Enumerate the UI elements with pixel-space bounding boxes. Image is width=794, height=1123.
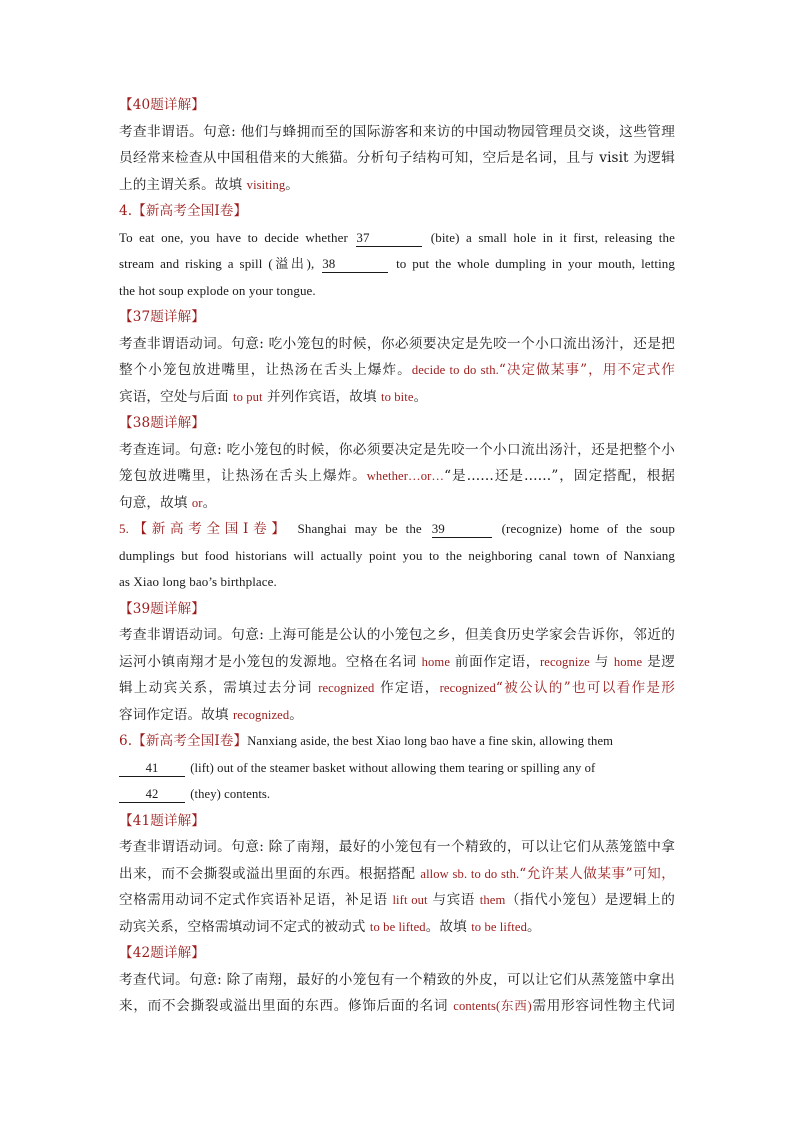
- heading-40: 【40题详解】: [119, 97, 205, 113]
- paragraph-38-line-2: 笼包放进嘴里，让热汤在舌头上爆炸。whether…or…“是……还是……”，固定搭配，根据: [119, 468, 675, 484]
- paragraph-37-line-1: 考查非谓语动词。句意: 吃小笼包的时候，你必须要决定是先咬一个小口流出汤汁，还是把: [119, 335, 675, 352]
- paragraph-41-line-3: 空格需用动词不定式作宾语补足语，补足语 lift out 与宾语 them（指代小笼包）是逻辑上的: [119, 892, 676, 908]
- question-number: 4.: [119, 203, 133, 219]
- question-5-line-3: as Xiao long bao’s birthplace.: [119, 574, 277, 589]
- question-4-line-3: the hot soup explode on your tongue.: [119, 282, 316, 298]
- paragraph-38-line-1: 考查连词。句意: 吃小笼包的时候，你必须要决定是先咬一个小口流出汤汁，还是把整个小: [119, 441, 675, 458]
- paragraph-40-line-1: 考查非谓语。句意: 他们与蜂拥而至的国际游客和来访的中国动物园管理员交谈，这些管理: [119, 123, 675, 140]
- question-4-line-1: To eat one, you have to decide whether 37 (bite) a small hole in it first, releasing the: [119, 229, 675, 245]
- paragraph-38-line-3: 句意，故填 or。: [119, 494, 217, 511]
- document-page: [119, 92, 675, 1020]
- paragraph-37-line-2: 整个小笼包放进嘴里，让热汤在舌头上爆炸。decide to do sth.“决定做某事”，用不定式作: [119, 362, 675, 378]
- question-6-line-3: 42 (they) contents.: [119, 781, 675, 808]
- question-source: 【新高考全国Ⅰ卷】: [128, 521, 290, 537]
- paragraph-37-line-3: 宾语，空处与后面 to put 并列作宾语，故填 to bite。: [119, 388, 428, 405]
- blank-38[interactable]: 38: [322, 256, 388, 273]
- heading-39: 【39题详解】: [119, 600, 205, 617]
- question-number: 6.: [119, 733, 133, 749]
- blank-42[interactable]: 42: [119, 786, 185, 803]
- paragraph-42-line-2: 来，而不会撕裂或溢出里面的东西。修饰后面的名词 contents(东西)需用形容词性物主代词: [119, 998, 675, 1014]
- question-5-line-1: 5.【新高考全国Ⅰ卷】 Shanghai may be the 39 (recognize) home of the soup: [119, 521, 675, 537]
- paragraph-39-line-3: 辑上动宾关系，需填过去分词 recognized 作定语，recognized“被公认的”也可以看作是形: [119, 680, 675, 696]
- paragraph-41-line-4: 动宾关系，空格需填动词不定式的被动式 to be lifted。故填 to be lifted。: [119, 918, 541, 935]
- question-4-header: [119, 198, 675, 225]
- paragraph-40-line-2: 员经常来检查从中国租借来的大熊猫。分析句子结构可知，空后是名词，且与 visit 为逻辑: [119, 150, 675, 166]
- question-source: 【新高考全国Ⅰ卷】: [132, 733, 248, 749]
- paragraph-39-line-4: 容词作定语。故填 recognized。: [119, 706, 303, 723]
- heading-38: 【38题详解】: [119, 415, 205, 431]
- paragraph-42-line-1: 考查代词。句意: 除了南翔，最好的小笼包有一个精致的外皮，可以让它们从蒸笼篮中拿出: [119, 971, 675, 988]
- heading-37: 【37题详解】: [119, 309, 205, 325]
- question-6-line-2: 41 (lift) out of the steamer basket without allowing them tearing or spilling any of: [119, 755, 675, 782]
- paragraph-39-line-2: 运河小镇南翔才是小笼包的发源地。空格在名词 home 前面作定语，recognize 与 home 是逻: [119, 653, 675, 670]
- heading-41: 【41题详解】: [119, 812, 205, 829]
- blank-39[interactable]: 39: [432, 521, 492, 538]
- paragraph-40-line-3: 上的主谓关系。故填 visiting。: [119, 176, 299, 193]
- question-4-line-2: stream and risking a spill (溢出), 38 to put the whole dumpling in your mouth, letting: [119, 256, 675, 271]
- paragraph-41-line-2: 出来，而不会撕裂或溢出里面的东西。根据搭配 allow sb. to do sth.“允许某人做某事”可知，: [119, 865, 675, 882]
- question-source: 【新高考全国Ⅰ卷】: [132, 203, 248, 219]
- heading-42: 【42题详解】: [119, 945, 205, 961]
- question-number: 5.: [119, 521, 129, 536]
- blank-37[interactable]: 37: [356, 230, 422, 247]
- paragraph-41-line-1: 考查非谓语动词。句意: 除了南翔，最好的小笼包有一个精致的，可以让它们从蒸笼篮中拿: [119, 839, 675, 855]
- question-6-line-1: 6.【新高考全国Ⅰ卷】Nanxiang aside, the best Xiao long bao have a fine skin, allowing them: [119, 733, 614, 749]
- paragraph-39-line-1: 考查非谓语动词。句意: 上海可能是公认的小笼包之乡，但美食历史学家会告诉你，邻近的: [119, 627, 675, 643]
- question-5-line-2: dumplings but food historians will actually point you to the neighboring canal town of Nanxiang: [119, 547, 675, 563]
- blank-41[interactable]: 41: [119, 760, 185, 777]
